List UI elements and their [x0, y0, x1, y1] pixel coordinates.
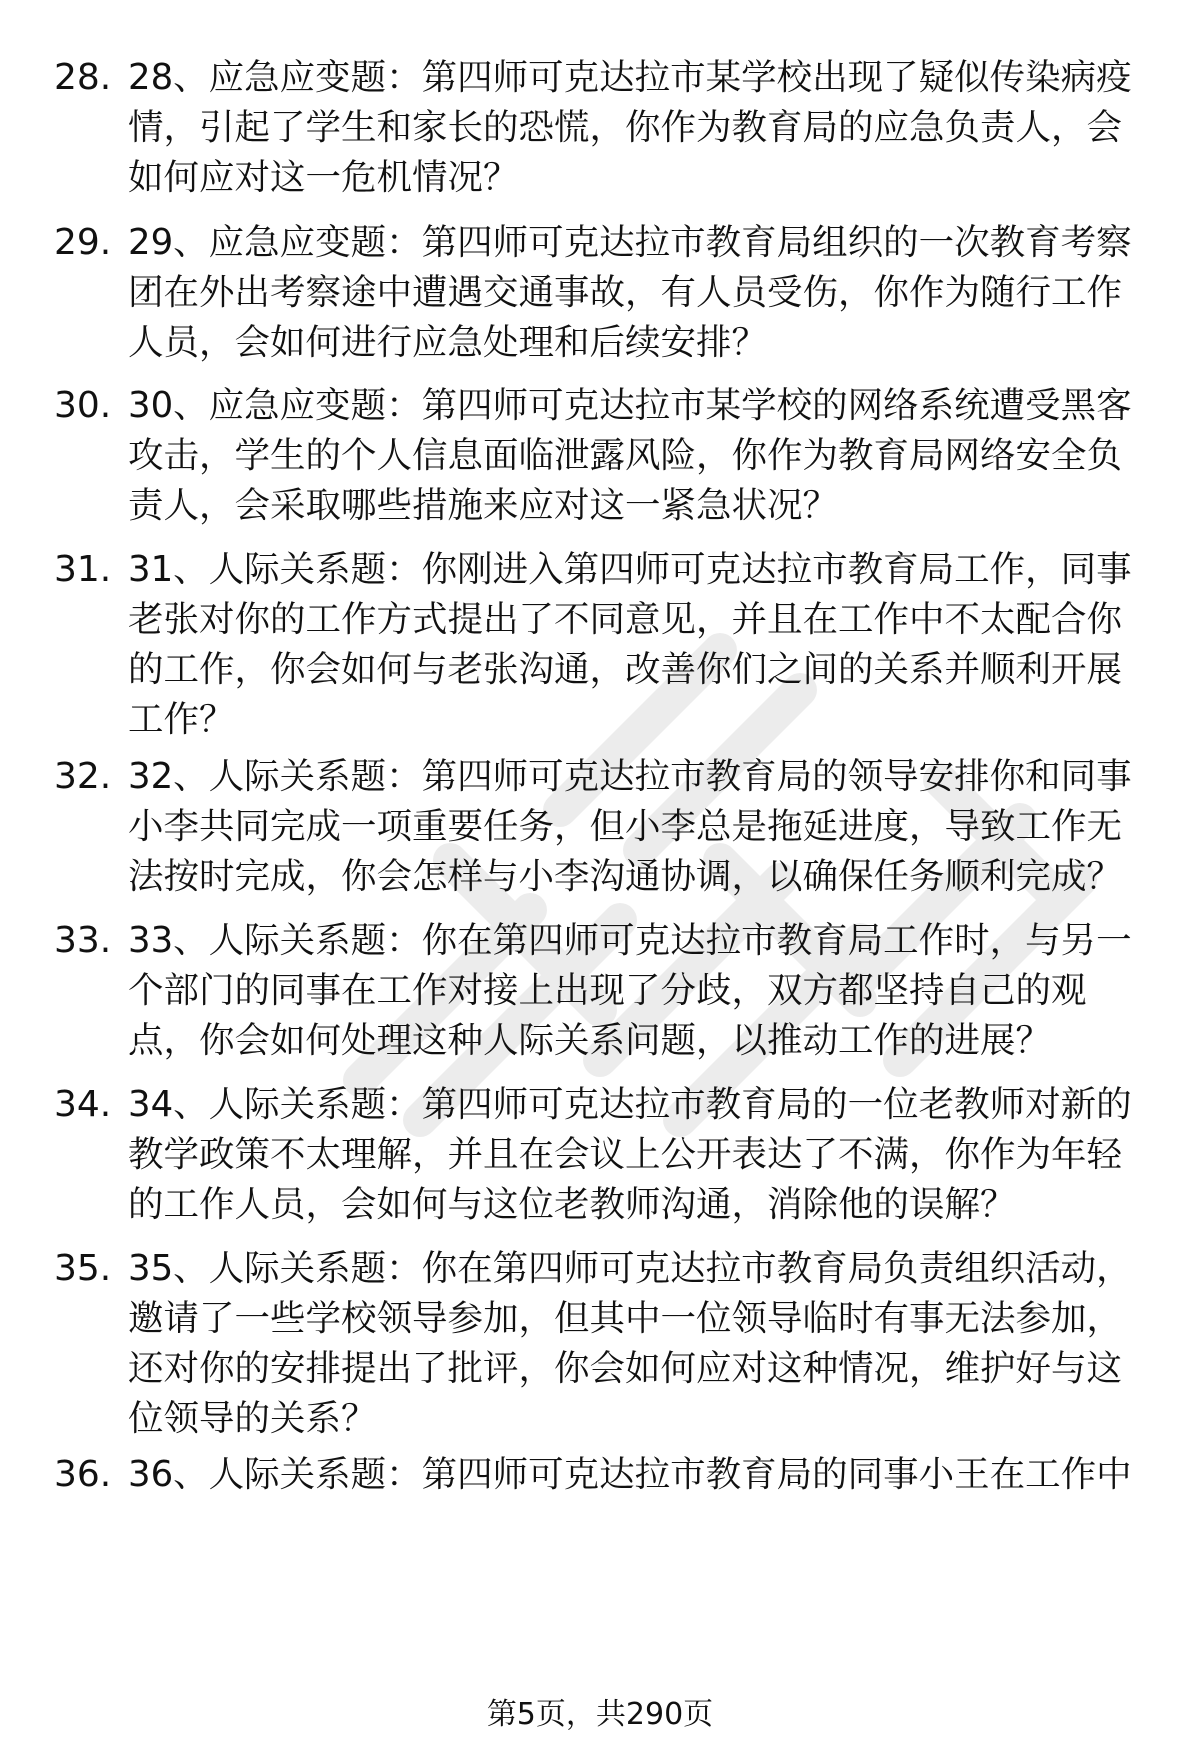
question-text: 36、人际关系题：第四师可克达拉市教育局的同事小王在工作中	[128, 1454, 1132, 1495]
question-text: 33、人际关系题：你在第四师可克达拉市教育局工作时，与另一个部门的同事在工作对接上出现了分歧，双方都坚持自己的观点，你会如何处理这种人际关系问题，以推动工作的进展？	[128, 920, 1132, 1061]
question-number: 36.	[54, 1454, 112, 1495]
question-number: 34.	[54, 1084, 112, 1125]
question-number: 29.	[54, 222, 112, 263]
question-number: 28.	[54, 57, 112, 98]
question-number: 31.	[54, 549, 112, 590]
page-footer: 第5页，共290页	[486, 1697, 714, 1732]
question-text: 35、人际关系题：你在第四师可克达拉市教育局负责组织活动，邀请了一些学校领导参加，但其中一位领导临时有事无法参加，还对你的安排提出了批评，你会如何应对这种情况，维护好与这位领导的关系？	[128, 1248, 1132, 1439]
question-number: 35.	[54, 1248, 112, 1289]
question-text: 30、应急应变题：第四师可克达拉市某学校的网络系统遭受黑客攻击，学生的个人信息面临泄露风险，你作为教育局网络安全负责人，会采取哪些措施来应对这一紧急状况？	[128, 385, 1132, 526]
question-text: 31、人际关系题：你刚进入第四师可克达拉市教育局工作，同事老张对你的工作方式提出了不同意见，并且在工作中不太配合你的工作，你会如何与老张沟通，改善你们之间的关系并顺利开展工作？	[128, 549, 1132, 740]
question-number: 32.	[54, 756, 112, 797]
question-text: 29、应急应变题：第四师可克达拉市教育局组织的一次教育考察团在外出考察途中遭遇交通事故，有人员受伤，你作为随行工作人员，会如何进行应急处理和后续安排？	[128, 222, 1132, 363]
question-number: 33.	[54, 920, 112, 961]
question-number: 30.	[54, 385, 112, 426]
question-text: 32、人际关系题：第四师可克达拉市教育局的领导安排你和同事小李共同完成一项重要任务，但小李总是拖延进度，导致工作无法按时完成，你会怎样与小李沟通协调，以确保任务顺利完成？	[128, 756, 1132, 897]
question-text: 34、人际关系题：第四师可克达拉市教育局的一位老教师对新的教学政策不太理解，并且在会议上公开表达了不满，你作为年轻的工作人员，会如何与这位老教师沟通，消除他的误解？	[128, 1084, 1132, 1225]
question-text: 28、应急应变题：第四师可克达拉市某学校出现了疑似传染病疫情，引起了学生和家长的恐慌，你作为教育局的应急负责人，会如何应对这一危机情况？	[128, 57, 1132, 198]
